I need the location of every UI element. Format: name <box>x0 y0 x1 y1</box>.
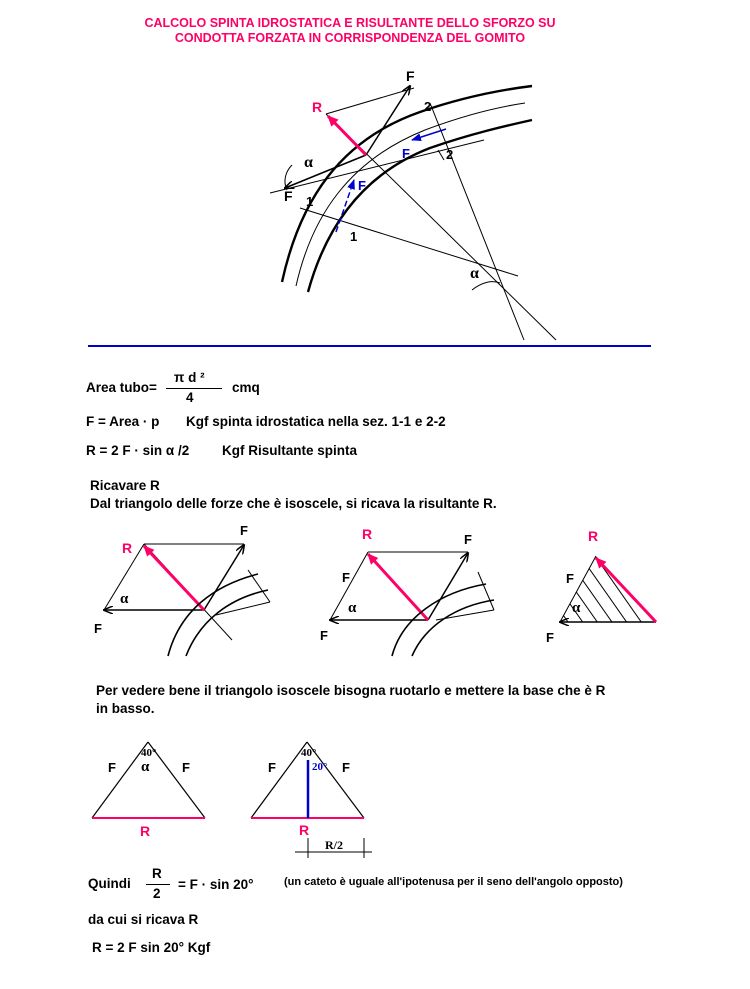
svg-text:F: F <box>342 760 350 775</box>
small-diagram-3 <box>546 528 656 645</box>
svg-text:F: F <box>240 523 248 538</box>
da-cui-text: da cui si ricava R <box>88 912 199 927</box>
label-2b: 2 <box>446 147 454 162</box>
area-denominator: 4 <box>186 390 194 405</box>
svg-text:20°: 20° <box>312 761 328 773</box>
section2-line2: Dal triangolo delle forze che è isoscele, si ricava la risultante R. <box>90 496 497 511</box>
label-F-left: F <box>284 188 293 204</box>
page-title-line2: CONDOTTA FORZATA IN CORRISPONDENZA DEL GOMITO <box>174 31 526 45</box>
label-F-blue-2: F <box>402 146 410 161</box>
section3-line1: Per vedere bene il triangolo isoscele bisogna ruotarlo e mettere la base che è R <box>96 683 606 698</box>
force-formula: F = Area · p <box>86 414 160 429</box>
area-label: Area tubo= <box>86 380 157 395</box>
label-alpha: α <box>304 154 313 171</box>
frac-denominator: 2 <box>153 886 161 901</box>
svg-text:F: F <box>182 760 190 775</box>
svg-text:R: R <box>122 540 133 556</box>
svg-text:R: R <box>588 528 599 544</box>
label-1a: 1 <box>306 194 314 209</box>
label-2a: 2 <box>424 99 432 114</box>
result-formula: R = 2 F · sin α /2 <box>86 443 190 458</box>
svg-text:F: F <box>566 571 574 586</box>
page-title-line1: CALCOLO SPINTA IDROSTATICA E RISULTANTE DELLO SFORZO SU <box>144 16 556 30</box>
svg-text:R: R <box>299 822 310 838</box>
frac-bar <box>146 884 170 885</box>
svg-text:α: α <box>572 600 581 616</box>
section2-line1: Ricavare R <box>90 478 160 493</box>
svg-text:F: F <box>268 760 276 775</box>
svg-text:α: α <box>120 591 129 607</box>
svg-text:F: F <box>464 532 472 547</box>
main-elbow-diagram <box>0 0 750 350</box>
svg-text:F: F <box>342 570 350 585</box>
small-diagrams <box>0 520 750 670</box>
conclusion-note: (un cateto è uguale all'ipotenusa per il seno dell'angolo opposto) <box>284 876 623 888</box>
svg-text:F: F <box>108 760 116 775</box>
label-R: R <box>312 99 323 115</box>
svg-text:α: α <box>141 759 150 775</box>
quindi-label: Quindi <box>88 876 131 891</box>
conclusion-equation: = F · sin 20° <box>178 877 254 892</box>
result-description: Kgf Risultante spinta <box>222 443 358 458</box>
svg-text:40°: 40° <box>141 747 157 759</box>
isosceles-triangles <box>0 730 750 860</box>
svg-text:F: F <box>320 628 328 643</box>
section3-line2: in basso. <box>96 701 155 716</box>
svg-text:R/2: R/2 <box>325 838 343 852</box>
triangle-2 <box>251 742 372 858</box>
area-numerator: π d ² <box>174 370 205 385</box>
svg-text:R: R <box>362 526 373 542</box>
svg-text:F: F <box>546 630 554 645</box>
svg-text:F: F <box>94 621 102 636</box>
triangle-1 <box>92 742 205 839</box>
area-fraction-bar <box>166 388 222 389</box>
svg-text:α: α <box>348 600 357 616</box>
label-F-top: F <box>406 68 415 84</box>
force-description: Kgf spinta idrostatica nella sez. 1-1 e 2-2 <box>186 414 446 429</box>
svg-text:R: R <box>140 823 151 839</box>
label-F-blue-1: F <box>358 178 366 193</box>
final-formula: R = 2 F sin 20° Kgf <box>92 940 211 955</box>
pipe-outer-wall <box>282 86 532 282</box>
small-diagram-1 <box>94 523 270 656</box>
label-1b: 1 <box>350 229 358 244</box>
area-unit: cmq <box>232 380 260 395</box>
label-alpha-low: α <box>470 265 479 282</box>
small-diagram-2 <box>320 526 494 656</box>
frac-numerator: R <box>152 866 162 881</box>
svg-text:40°: 40° <box>301 747 317 759</box>
